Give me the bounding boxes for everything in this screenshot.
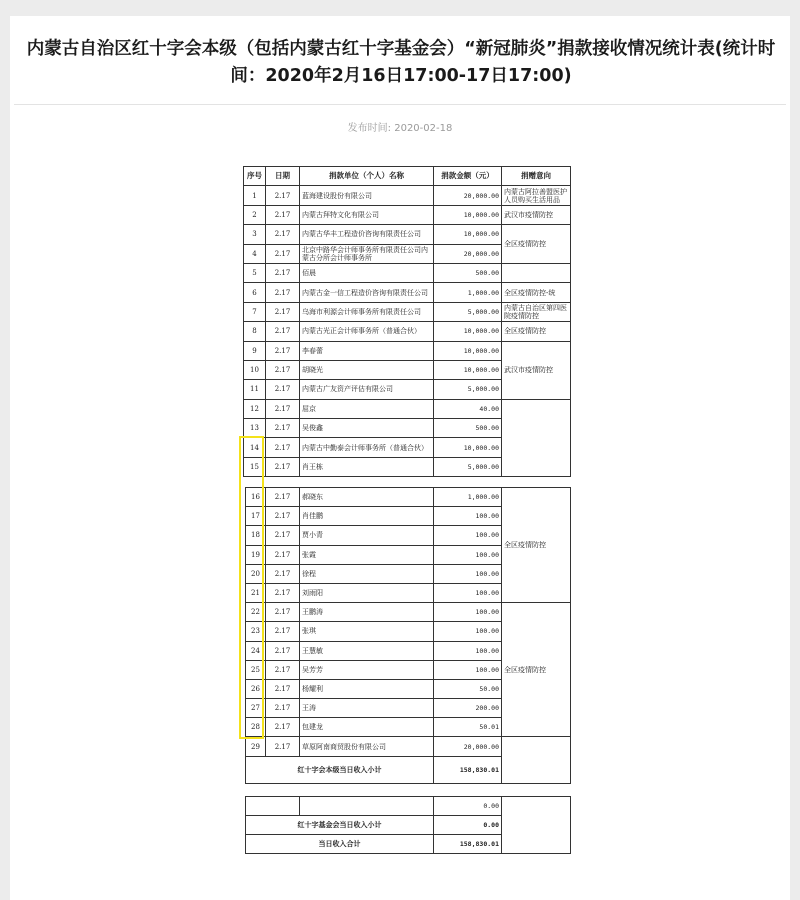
cell-date: 2.17 bbox=[266, 341, 300, 360]
cell-date: 2.17 bbox=[266, 225, 300, 244]
cell-purpose-empty bbox=[502, 796, 571, 854]
table-row bbox=[244, 283, 571, 302]
table-row bbox=[244, 399, 571, 418]
cell-no: 23 bbox=[246, 622, 266, 641]
foundation-blank-row bbox=[246, 796, 571, 815]
cell-donor: 草原阿南商贸股份有限公司 bbox=[300, 737, 434, 756]
blank-amount: 0.00 bbox=[434, 796, 502, 815]
cell-no: 9 bbox=[244, 341, 266, 360]
cell-no: 27 bbox=[246, 699, 266, 718]
cell-date: 2.17 bbox=[266, 419, 300, 438]
cell-no: 5 bbox=[244, 263, 266, 282]
cell-purpose: 全区疫情防控-统 bbox=[502, 283, 571, 302]
cell-date: 2.17 bbox=[266, 622, 300, 641]
cell-amount: 50.00 bbox=[434, 679, 502, 698]
cell-no: 15 bbox=[244, 457, 266, 476]
cell-amount: 10,000.00 bbox=[434, 225, 502, 244]
cell-amount: 10,000.00 bbox=[434, 322, 502, 341]
cell-donor: 蓝海建设股份有限公司 bbox=[300, 186, 434, 205]
cell-donor: 内蒙古光正会计师事务所（普通合伙） bbox=[300, 322, 434, 341]
cell-purpose: 全区疫情防控 bbox=[502, 322, 571, 341]
cell-no: 17 bbox=[246, 507, 266, 526]
cell-donor: 王鹏涛 bbox=[300, 603, 434, 622]
cell-donor: 徐程 bbox=[300, 564, 434, 583]
cell-no: 25 bbox=[246, 660, 266, 679]
cell-no: 6 bbox=[244, 283, 266, 302]
cell-donor: 杨耀利 bbox=[300, 679, 434, 698]
cell-donor: 郝晓东 bbox=[300, 488, 434, 507]
cell-date: 2.17 bbox=[266, 699, 300, 718]
cell-donor: 内蒙古金一信工程造价咨询有限责任公司 bbox=[300, 283, 434, 302]
subtotal-label: 红十字基金会当日收入小计 bbox=[246, 815, 434, 834]
title-divider bbox=[14, 104, 786, 105]
cell-amount: 1,000.00 bbox=[434, 488, 502, 507]
cell-amount: 5,000.00 bbox=[434, 302, 502, 321]
cell-no: 8 bbox=[244, 322, 266, 341]
cell-no: 20 bbox=[246, 564, 266, 583]
cell-date: 2.17 bbox=[266, 526, 300, 545]
cell-date: 2.17 bbox=[266, 438, 300, 457]
cell-donor: 贾小青 bbox=[300, 526, 434, 545]
cell-amount: 50.01 bbox=[434, 718, 502, 737]
cell-date: 2.17 bbox=[266, 718, 300, 737]
cell-amount: 100.00 bbox=[434, 564, 502, 583]
cell-amount: 5,000.00 bbox=[434, 380, 502, 399]
cell-donor: 北京中路华会计师事务所有限责任公司内蒙古分所会计师事务所 bbox=[300, 244, 434, 263]
cell-no: 26 bbox=[246, 679, 266, 698]
cell-amount: 100.00 bbox=[434, 641, 502, 660]
cell-no: 28 bbox=[246, 718, 266, 737]
cell-date: 2.17 bbox=[266, 660, 300, 679]
cell-amount: 20,000.00 bbox=[434, 737, 502, 756]
cell-purpose-empty bbox=[502, 737, 571, 783]
spacer-row bbox=[246, 783, 571, 796]
cell-date: 2.17 bbox=[266, 322, 300, 341]
cell-donor: 内蒙古中勤泰会计师事务所（普通合伙） bbox=[300, 438, 434, 457]
cell-purpose: 全区疫情防控 bbox=[502, 488, 571, 603]
cell-amount: 500.00 bbox=[434, 263, 502, 282]
cell-amount: 100.00 bbox=[434, 526, 502, 545]
table-row bbox=[244, 205, 571, 224]
cell-amount: 40.00 bbox=[434, 399, 502, 418]
cell-donor: 李春蕾 bbox=[300, 341, 434, 360]
cell-donor: 王慧敏 bbox=[300, 641, 434, 660]
cell-donor: 吴俊鑫 bbox=[300, 419, 434, 438]
cell-date: 2.17 bbox=[266, 186, 300, 205]
cell-date: 2.17 bbox=[266, 380, 300, 399]
cell-date: 2.17 bbox=[266, 641, 300, 660]
table-row bbox=[244, 225, 571, 244]
cell-amount: 500.00 bbox=[434, 419, 502, 438]
cell-amount: 100.00 bbox=[434, 583, 502, 602]
cell-no: 14 bbox=[244, 438, 266, 457]
cell-purpose-empty bbox=[502, 399, 571, 477]
cell-purpose: 武汉市疫情防控 bbox=[502, 205, 571, 224]
cell-date: 2.17 bbox=[266, 360, 300, 379]
table-row bbox=[244, 263, 571, 282]
publish-label: 发布时间: bbox=[347, 123, 392, 134]
header-date: 日期 bbox=[266, 167, 300, 186]
cell-donor: 内蒙古广友资产评估有限公司 bbox=[300, 380, 434, 399]
table-header-row bbox=[244, 167, 571, 186]
cell-purpose: 内蒙古自治区第四医院疫情防控 bbox=[502, 302, 571, 321]
page-title: 内蒙古自治区红十字会本级（包括内蒙古红十字基金会）“新冠肺炎”捐款接收情况统计表(统计时间：2020年2月16日17:00-17日17:00) bbox=[26, 39, 776, 86]
donation-table-part-2 bbox=[245, 487, 571, 854]
cell-amount: 1,000.00 bbox=[434, 283, 502, 302]
cell-no: 1 bbox=[244, 186, 266, 205]
cell-no: 13 bbox=[244, 419, 266, 438]
cell-no: 3 bbox=[244, 225, 266, 244]
subtotal-amount: 158,830.01 bbox=[434, 756, 502, 783]
total-amount: 158,830.01 bbox=[434, 835, 502, 854]
cell-amount: 100.00 bbox=[434, 622, 502, 641]
header-no: 序号 bbox=[244, 167, 266, 186]
cell-date: 2.17 bbox=[266, 507, 300, 526]
blank-cell bbox=[300, 796, 434, 815]
cell-date: 2.17 bbox=[266, 488, 300, 507]
cell-date: 2.17 bbox=[266, 737, 300, 756]
cell-no: 2 bbox=[244, 205, 266, 224]
header-purpose: 捐赠意向 bbox=[502, 167, 571, 186]
cell-date: 2.17 bbox=[266, 457, 300, 476]
cell-donor: 包建龙 bbox=[300, 718, 434, 737]
cell-donor: 屈京 bbox=[300, 399, 434, 418]
cell-date: 2.17 bbox=[266, 205, 300, 224]
cell-donor: 肖佳鹏 bbox=[300, 507, 434, 526]
cell-no: 4 bbox=[244, 244, 266, 263]
subtotal-amount: 0.00 bbox=[434, 815, 502, 834]
table-row bbox=[244, 341, 571, 360]
header-amount: 捐款金额（元） bbox=[434, 167, 502, 186]
blank-cell bbox=[246, 796, 300, 815]
table-row bbox=[246, 737, 571, 756]
publish-date: 2020-02-18 bbox=[394, 123, 453, 134]
cell-no: 22 bbox=[246, 603, 266, 622]
spacer-cell bbox=[246, 783, 571, 796]
cell-donor: 刘雨阳 bbox=[300, 583, 434, 602]
cell-amount: 200.00 bbox=[434, 699, 502, 718]
cell-donor: 张霞 bbox=[300, 545, 434, 564]
cell-amount: 100.00 bbox=[434, 660, 502, 679]
cell-no: 7 bbox=[244, 302, 266, 321]
cell-no: 24 bbox=[246, 641, 266, 660]
cell-donor: 吴芳芳 bbox=[300, 660, 434, 679]
cell-donor: 内蒙古华丰工程造价咨询有限责任公司 bbox=[300, 225, 434, 244]
cell-date: 2.17 bbox=[266, 263, 300, 282]
cell-date: 2.17 bbox=[266, 399, 300, 418]
cell-donor: 乌海市利源会计师事务所有限责任公司 bbox=[300, 302, 434, 321]
cell-donor: 王涛 bbox=[300, 699, 434, 718]
cell-purpose-empty bbox=[502, 263, 571, 282]
cell-amount: 10,000.00 bbox=[434, 360, 502, 379]
header-donor: 捐款单位（个人）名称 bbox=[300, 167, 434, 186]
cell-date: 2.17 bbox=[266, 603, 300, 622]
cell-amount: 5,000.00 bbox=[434, 457, 502, 476]
cell-amount: 10,000.00 bbox=[434, 438, 502, 457]
cell-date: 2.17 bbox=[266, 583, 300, 602]
cell-amount: 20,000.00 bbox=[434, 186, 502, 205]
cell-amount: 10,000.00 bbox=[434, 341, 502, 360]
cell-purpose: 全区疫情防控 bbox=[502, 603, 571, 737]
cell-amount: 10,000.00 bbox=[434, 205, 502, 224]
cell-amount: 100.00 bbox=[434, 507, 502, 526]
table-row bbox=[246, 603, 571, 622]
cell-purpose: 全区疫情防控 bbox=[502, 225, 571, 264]
cell-donor: 内蒙古拜特文化有限公司 bbox=[300, 205, 434, 224]
cell-amount: 100.00 bbox=[434, 603, 502, 622]
total-label: 当日收入合计 bbox=[246, 835, 434, 854]
cell-purpose: 内蒙古阿拉善盟医护人员购买生活用品 bbox=[502, 186, 571, 205]
cell-amount: 20,000.00 bbox=[434, 244, 502, 263]
cell-no: 12 bbox=[244, 399, 266, 418]
publish-info bbox=[10, 119, 790, 134]
cell-date: 2.17 bbox=[266, 679, 300, 698]
cell-date: 2.17 bbox=[266, 283, 300, 302]
cell-date: 2.17 bbox=[266, 244, 300, 263]
subtotal-label: 红十字会本级当日收入小计 bbox=[246, 756, 434, 783]
cell-purpose: 武汉市疫情防控 bbox=[502, 341, 571, 399]
cell-amount: 100.00 bbox=[434, 545, 502, 564]
cell-donor: 肖王栋 bbox=[300, 457, 434, 476]
cell-no: 10 bbox=[244, 360, 266, 379]
cell-no: 16 bbox=[246, 488, 266, 507]
cell-donor: 佰晨 bbox=[300, 263, 434, 282]
cell-date: 2.17 bbox=[266, 545, 300, 564]
table-row bbox=[244, 322, 571, 341]
cell-no: 11 bbox=[244, 380, 266, 399]
table-row bbox=[246, 488, 571, 507]
cell-no: 19 bbox=[246, 545, 266, 564]
table-row bbox=[244, 186, 571, 205]
cell-donor: 胡晓光 bbox=[300, 360, 434, 379]
cell-no: 18 bbox=[246, 526, 266, 545]
table-row bbox=[244, 302, 571, 321]
cell-donor: 张琪 bbox=[300, 622, 434, 641]
cell-date: 2.17 bbox=[266, 302, 300, 321]
donation-table-part-1 bbox=[243, 166, 571, 477]
cell-no: 29 bbox=[246, 737, 266, 756]
cell-no: 21 bbox=[246, 583, 266, 602]
cell-date: 2.17 bbox=[266, 564, 300, 583]
